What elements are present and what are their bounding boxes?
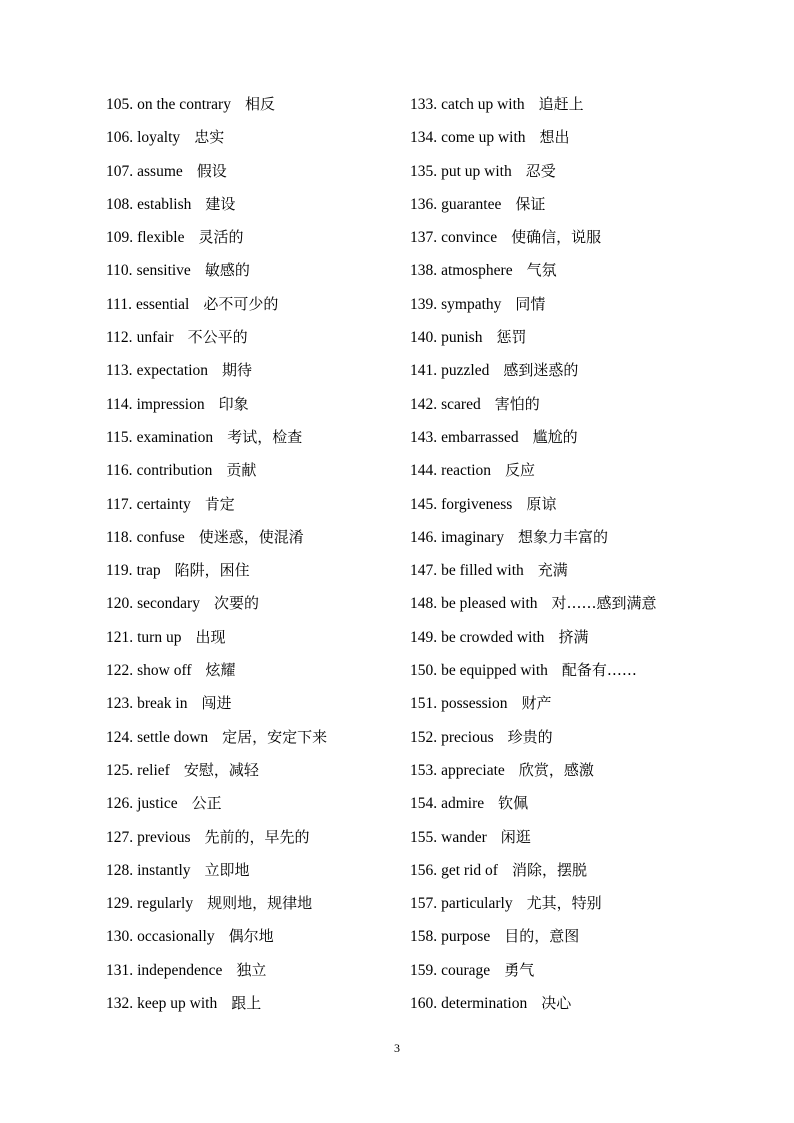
entry-chinese: 定居，安定下来 <box>222 727 328 746</box>
entry-number: 148. <box>410 595 438 613</box>
vocab-entry <box>410 423 710 456</box>
entry-chinese: 同情 <box>515 294 546 313</box>
entry-english: reaction <box>441 462 492 480</box>
vocab-entry <box>410 523 710 556</box>
entry-number: 110. <box>106 262 133 280</box>
entry-number: 158. <box>410 928 438 946</box>
vocab-entry <box>106 989 396 1022</box>
vocab-entry <box>106 323 396 356</box>
page-number: 3 <box>394 1041 400 1055</box>
entry-number: 150. <box>410 662 438 680</box>
vocab-entry <box>410 623 710 656</box>
vocab-entry <box>106 589 396 622</box>
vocab-entry <box>410 989 710 1022</box>
vocab-entry <box>410 956 710 989</box>
vocab-entry <box>410 856 710 889</box>
entry-chinese: 不公平的 <box>187 328 248 347</box>
entry-number: 146. <box>410 528 438 546</box>
entry-number: 136. <box>410 195 438 213</box>
vocab-entry <box>410 922 710 955</box>
entry-chinese: 惩罚 <box>496 328 527 347</box>
vocab-entry <box>410 290 710 323</box>
entry-english: contribution <box>136 462 213 480</box>
entry-english: scared <box>441 395 481 413</box>
entry-number: 123. <box>106 695 134 713</box>
entry-english: come up with <box>441 129 526 147</box>
entry-english: sensitive <box>136 262 191 280</box>
entry-english: assume <box>137 162 183 180</box>
entry-chinese: 珍贵的 <box>507 727 553 746</box>
entry-english: imaginary <box>441 528 504 546</box>
entry-english: courage <box>441 961 491 979</box>
entry-number: 140. <box>410 329 438 347</box>
entry-chinese: 害怕的 <box>494 394 540 413</box>
entry-english: be crowded with <box>441 628 545 646</box>
vocab-entry <box>106 390 396 423</box>
entry-chinese: 印象 <box>218 394 249 413</box>
entry-chinese: 灵活的 <box>198 228 244 247</box>
vocab-entry <box>106 423 396 456</box>
entry-number: 160. <box>410 995 438 1013</box>
entry-english: admire <box>441 795 485 813</box>
entry-number: 129. <box>106 895 134 913</box>
entry-english: keep up with <box>137 995 218 1013</box>
entry-chinese: 相反 <box>244 95 275 113</box>
vocab-entry <box>410 689 710 722</box>
entry-chinese: 安慰，减轻 <box>183 760 259 779</box>
entry-chinese: 跟上 <box>231 994 262 1013</box>
entry-number: 130. <box>106 928 134 946</box>
entry-number: 122. <box>106 662 134 680</box>
entry-chinese: 使迷惑，使混淆 <box>198 527 304 546</box>
entry-chinese: 必不可少的 <box>203 294 279 313</box>
entry-number: 106. <box>106 129 134 147</box>
entry-english: determination <box>441 995 528 1013</box>
vocab-entry <box>410 556 710 589</box>
vocab-entry <box>410 723 710 756</box>
entry-number: 111. <box>106 295 132 313</box>
entry-english: purpose <box>441 928 491 946</box>
entry-english: examination <box>136 428 214 446</box>
vocab-entry <box>106 90 396 123</box>
vocab-entry <box>106 356 396 389</box>
entry-chinese: 欣赏，感激 <box>518 760 594 779</box>
entry-english: put up with <box>441 162 512 180</box>
entry-english: show off <box>137 662 192 680</box>
entry-english: convince <box>441 229 498 247</box>
entry-chinese: 保证 <box>515 194 546 213</box>
entry-number: 126. <box>106 795 134 813</box>
vocab-entry <box>410 256 710 289</box>
vocab-entry <box>410 490 710 523</box>
entry-chinese: 次要的 <box>213 594 259 613</box>
entry-number: 114. <box>106 395 133 413</box>
entry-english: certainty <box>136 495 191 513</box>
entry-chinese: 消除，摆脱 <box>511 860 587 879</box>
entry-number: 155. <box>410 828 438 846</box>
vocab-entry <box>106 623 396 656</box>
entry-number: 159. <box>410 961 438 979</box>
entry-chinese: 规则地，规律地 <box>207 894 313 913</box>
entry-number: 118. <box>106 528 133 546</box>
entry-english: be pleased with <box>441 595 538 613</box>
entry-number: 105. <box>106 96 134 113</box>
vocab-entry <box>410 889 710 922</box>
entry-english: relief <box>137 761 170 779</box>
entry-english: essential <box>135 295 190 313</box>
entry-chinese: 闲逛 <box>500 827 531 846</box>
entry-english: forgiveness <box>441 495 513 513</box>
entry-number: 144. <box>410 462 438 480</box>
vocab-entry <box>410 756 710 789</box>
entry-english: be equipped with <box>441 662 548 680</box>
entry-chinese: 决心 <box>541 994 572 1013</box>
vocab-entry <box>410 123 710 156</box>
entry-english: justice <box>137 795 178 813</box>
entry-chinese: 陷阱，困住 <box>174 561 250 580</box>
entry-number: 107. <box>106 162 134 180</box>
entry-number: 121. <box>106 628 134 646</box>
entry-english: flexible <box>137 229 185 247</box>
vocab-entry <box>106 290 396 323</box>
entry-chinese: 闯进 <box>201 694 232 713</box>
entry-number: 154. <box>410 795 438 813</box>
vocab-entry <box>410 456 710 489</box>
entry-english: guarantee <box>441 195 502 213</box>
vocab-entry <box>106 823 396 856</box>
vocab-entry <box>106 523 396 556</box>
entry-english: expectation <box>136 362 209 380</box>
entry-chinese: 财产 <box>521 694 552 713</box>
entry-english: on the contrary <box>137 96 231 113</box>
entry-chinese: 反应 <box>505 461 536 480</box>
vocab-entry <box>106 556 396 589</box>
vocab-entry <box>106 223 396 256</box>
entry-chinese: 追赶上 <box>538 95 584 113</box>
entry-english: particularly <box>441 895 513 913</box>
vocab-entry <box>410 323 710 356</box>
entry-number: 147. <box>410 562 438 580</box>
entry-number: 128. <box>106 861 134 879</box>
entry-number: 145. <box>410 495 438 513</box>
entry-chinese: 期待 <box>222 361 253 380</box>
entry-chinese: 考试，检查 <box>227 427 303 446</box>
entry-chinese: 对……感到满意 <box>551 594 657 613</box>
entry-english: establish <box>137 195 192 213</box>
entry-chinese: 炫耀 <box>205 661 236 680</box>
entry-number: 156. <box>410 861 438 879</box>
vocab-entry <box>106 723 396 756</box>
vocab-entry <box>410 789 710 822</box>
entry-chinese: 敏感的 <box>204 261 250 280</box>
vocab-entry <box>106 689 396 722</box>
entry-number: 142. <box>410 395 438 413</box>
entry-number: 132. <box>106 995 134 1013</box>
vocab-entry <box>410 823 710 856</box>
vocab-entry <box>410 190 710 223</box>
entry-chinese: 立即地 <box>204 860 250 879</box>
entry-number: 127. <box>106 828 134 846</box>
entry-number: 124. <box>106 728 134 746</box>
entry-number: 119. <box>106 562 133 580</box>
entry-chinese: 想象力丰富的 <box>517 527 608 546</box>
vocab-column-right <box>410 90 710 1022</box>
entry-english: independence <box>137 961 223 979</box>
entry-number: 141. <box>410 362 438 380</box>
entry-chinese: 气氛 <box>526 261 557 280</box>
vocab-entry <box>106 856 396 889</box>
entry-number: 151. <box>410 695 438 713</box>
entry-english: settle down <box>137 728 209 746</box>
entry-english: secondary <box>137 595 200 613</box>
entry-english: precious <box>441 728 494 746</box>
entry-number: 138. <box>410 262 438 280</box>
entry-english: get rid of <box>441 861 498 879</box>
entry-english: punish <box>441 329 483 347</box>
entry-chinese: 钦佩 <box>498 794 529 813</box>
entry-chinese: 想出 <box>539 128 570 147</box>
vocab-entry <box>106 123 396 156</box>
entry-chinese: 忍受 <box>525 161 556 180</box>
entry-number: 113. <box>106 362 133 380</box>
entry-chinese: 偶尔地 <box>228 927 274 946</box>
vocab-entry <box>106 157 396 190</box>
entry-english: trap <box>136 562 161 580</box>
vocab-column-left <box>106 90 396 1022</box>
vocab-entry <box>106 922 396 955</box>
entry-chinese: 先前的，早先的 <box>204 827 310 846</box>
vocab-entry <box>106 889 396 922</box>
entry-english: impression <box>136 395 205 413</box>
entry-chinese: 建设 <box>205 194 236 213</box>
entry-number: 134. <box>410 129 438 147</box>
entry-number: 112. <box>106 329 133 347</box>
entry-chinese: 勇气 <box>504 960 535 979</box>
entry-english: be filled with <box>441 562 524 580</box>
vocab-entry <box>410 390 710 423</box>
entry-number: 143. <box>410 428 438 446</box>
vocab-entry <box>106 490 396 523</box>
entry-english: puzzled <box>441 362 490 380</box>
vocab-entry <box>106 190 396 223</box>
entry-english: loyalty <box>137 129 181 147</box>
entry-number: 157. <box>410 895 438 913</box>
entry-chinese: 忠实 <box>194 128 225 147</box>
entry-english: catch up with <box>441 96 525 113</box>
vocab-entry <box>410 223 710 256</box>
entry-number: 131. <box>106 961 134 979</box>
entry-number: 133. <box>410 96 438 113</box>
vocab-entry <box>410 656 710 689</box>
entry-chinese: 充满 <box>537 561 568 580</box>
entry-chinese: 尤其，特别 <box>526 894 602 913</box>
vocab-entry <box>106 789 396 822</box>
vocab-entry <box>106 256 396 289</box>
entry-chinese: 原谅 <box>526 494 557 513</box>
vocab-entry <box>106 756 396 789</box>
entry-chinese: 尴尬的 <box>532 427 578 446</box>
entry-number: 149. <box>410 628 438 646</box>
entry-number: 135. <box>410 162 438 180</box>
entry-number: 139. <box>410 295 438 313</box>
entry-chinese: 配备有…… <box>561 661 637 680</box>
entry-english: occasionally <box>137 928 215 946</box>
entry-number: 117. <box>106 495 133 513</box>
entry-english: possession <box>441 695 508 713</box>
vocab-entry <box>410 589 710 622</box>
entry-english: atmosphere <box>441 262 513 280</box>
vocab-entry <box>106 456 396 489</box>
entry-chinese: 使确信，说服 <box>511 228 602 247</box>
vocab-entry <box>410 356 710 389</box>
entry-number: 137. <box>410 229 438 247</box>
entry-chinese: 目的，意图 <box>504 927 580 946</box>
entry-english: regularly <box>137 895 194 913</box>
entry-english: wander <box>441 828 487 846</box>
entry-english: previous <box>137 828 191 846</box>
entry-chinese: 感到迷惑的 <box>503 361 579 380</box>
vocab-entry <box>106 956 396 989</box>
entry-number: 116. <box>106 462 133 480</box>
entry-chinese: 假设 <box>196 161 227 180</box>
vocab-entry <box>410 157 710 190</box>
entry-number: 120. <box>106 595 134 613</box>
entry-english: turn up <box>137 628 182 646</box>
entry-english: sympathy <box>441 295 502 313</box>
entry-number: 115. <box>106 428 133 446</box>
entry-chinese: 挤满 <box>558 627 589 646</box>
entry-chinese: 贡献 <box>226 461 257 480</box>
entry-english: unfair <box>136 329 174 347</box>
entry-chinese: 肯定 <box>204 494 235 513</box>
entry-chinese: 公正 <box>191 794 222 813</box>
entry-chinese: 出现 <box>195 627 226 646</box>
entry-number: 125. <box>106 761 134 779</box>
vocab-entry <box>106 656 396 689</box>
entry-english: appreciate <box>441 761 505 779</box>
entry-chinese: 独立 <box>236 960 267 979</box>
entry-english: break in <box>137 695 188 713</box>
entry-number: 108. <box>106 195 134 213</box>
entry-number: 153. <box>410 761 438 779</box>
entry-number: 109. <box>106 229 134 247</box>
entry-english: instantly <box>137 861 191 879</box>
vocab-entry <box>410 90 710 123</box>
entry-english: confuse <box>136 528 185 546</box>
entry-english: embarrassed <box>441 428 519 446</box>
entry-number: 152. <box>410 728 438 746</box>
